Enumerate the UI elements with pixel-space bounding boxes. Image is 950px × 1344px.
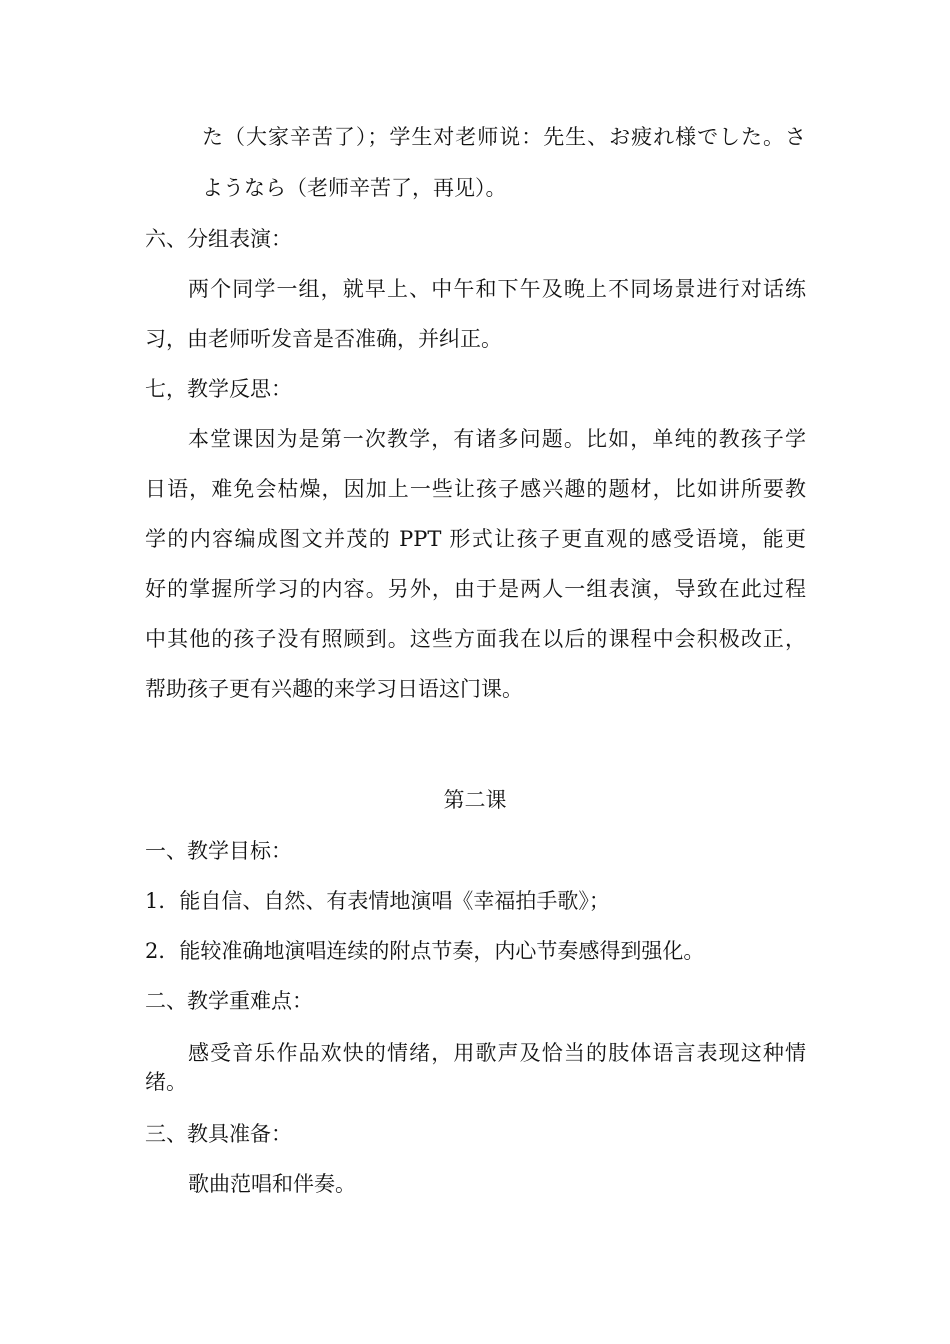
section7-line-2: 日语，难免会枯燥，因加上一些让孩子感兴趣的题材，比如讲所要教 — [145, 477, 806, 501]
materials-line-1: 歌曲范唱和伴奏。 — [188, 1172, 356, 1196]
goal-item-2: 2．能较准确地演唱连续的附点节奏，内心节奏感得到强化。 — [145, 939, 705, 963]
closing-line-1: た（大家辛苦了）；学生对老师说：先生、お疲れ様でした。さ — [202, 125, 806, 149]
section7-line-4: 好的掌握所学习的内容。另外，由于是两人一组表演，导致在此过程 — [145, 577, 806, 601]
section7-line-1: 本堂课因为是第一次教学，有诸多问题。比如，单纯的教孩子学 — [188, 427, 806, 451]
section6-line-2: 习，由老师听发音是否准确，并纠正。 — [145, 327, 502, 351]
lesson2-title: 第二课 — [443, 788, 507, 812]
goal-item-1: 1．能自信、自然、有表情地演唱《幸福拍手歌》； — [145, 889, 610, 913]
section7-heading: 七，教学反思： — [145, 377, 292, 401]
section6-line-1: 两个同学一组，就早上、中午和下午及晚上不同场景进行对话练 — [188, 277, 806, 301]
section7-line-5: 中其他的孩子没有照顾到。这些方面我在以后的课程中会积极改正， — [145, 627, 806, 651]
section7-line-6: 帮助孩子更有兴趣的来学习日语这门课。 — [145, 677, 523, 701]
key-points-line-1: 感受音乐作品欢快的情绪，用歌声及恰当的肢体语言表现这种情 — [188, 1041, 806, 1065]
closing-line-2: ようなら（老师辛苦了，再见）。 — [202, 176, 507, 200]
section6-heading: 六、分组表演： — [145, 227, 292, 251]
materials-heading: 三、教具准备： — [145, 1122, 292, 1146]
key-points-heading: 二、教学重难点： — [145, 989, 313, 1013]
goals-heading: 一、教学目标： — [145, 839, 292, 863]
key-points-line-2: 绪。 — [145, 1070, 187, 1094]
section7-line-3: 学的内容编成图文并茂的 PPT 形式让孩子更直观的感受语境，能更 — [145, 527, 806, 551]
